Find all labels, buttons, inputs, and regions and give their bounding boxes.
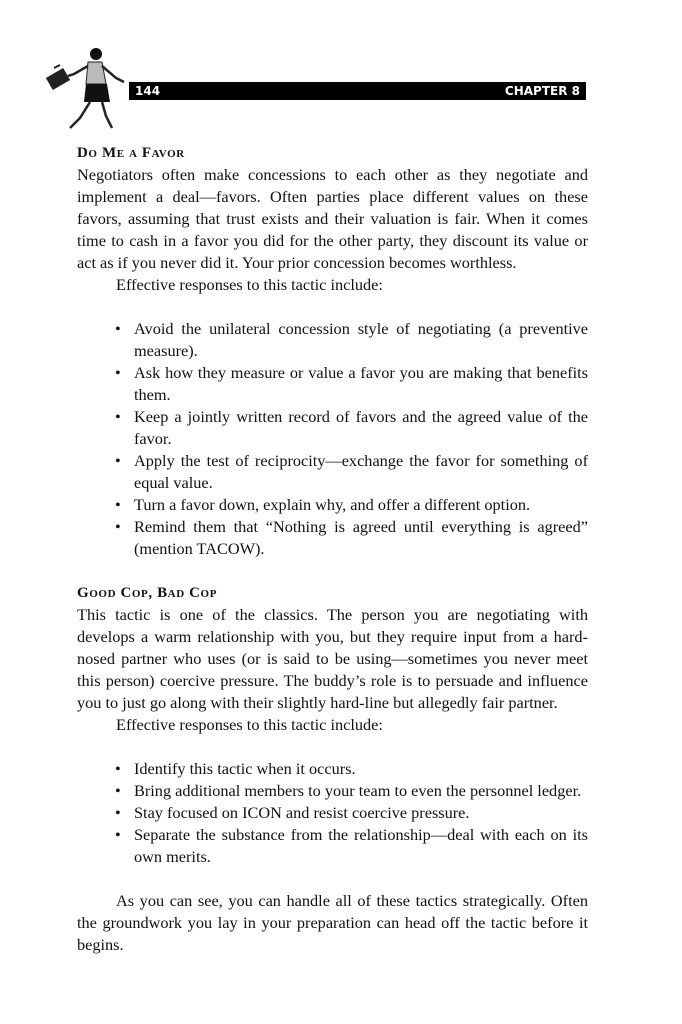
section-title-good-cop-bad-cop: Good Cop, Bad Cop	[77, 585, 218, 601]
list-item: • Keep a jointly written record of favors and the agreed value of the favor.	[77, 406, 588, 450]
list-item: • Stay focused on ICON and resist coercive pressure.	[77, 802, 588, 824]
businesswoman-illustration	[44, 44, 134, 132]
list-item: • Remind them that “Nothing is agreed until everything is agreed” (mention TACOW).	[77, 516, 588, 560]
list-item: • Ask how they measure or value a favor you are making that benefits them.	[77, 362, 588, 406]
chapter-label: CHAPTER 8	[504, 84, 580, 98]
section-title-do-me-a-favor: Do Me a Favor	[77, 145, 185, 161]
section-body-good-cop-bad-cop: This tactic is one of the classics. The person you are negotiating with develops a warm relationship with you, but they require input from a hard-nosed partner who uses (or is said to be using—sometimes you never meet this person) coercive pressure. The buddy’s role is to persuade and influence you to just go along with their slightly hard-line but allegedly fair partner.	[77, 605, 588, 712]
list-item: • Separate the substance from the relationship—deal with each on its own merits.	[77, 824, 588, 868]
page-number: 144	[135, 84, 161, 98]
responses-list-2	[77, 758, 588, 868]
responses-list-1	[77, 318, 588, 560]
list-item: • Turn a favor down, explain why, and offer a different option.	[77, 494, 588, 516]
list-item: • Apply the test of reciprocity—exchange the favor for something of equal value.	[77, 450, 588, 494]
section-body-do-me-a-favor: Negotiators often make concessions to each other as they negotiate and implement a deal—favors. Often parties place different values on these favors, assuming that trust exists and their valuation is fair. When it comes time to cash in a favor you did for the other party, they discount its value or act as if you never did it. Your prior concession becomes worthless.	[77, 165, 588, 272]
list-item: • Bring additional members to your team to even the personnel ledger.	[77, 780, 588, 802]
list-item: • Avoid the unilateral concession style of negotiating (a preventive measure).	[77, 318, 588, 362]
closing-paragraph: As you can see, you can handle all of these tactics strategically. Often the groundwork you lay in your preparation can head off the tactic before it begins.	[77, 891, 588, 954]
responses-lead-1: Effective responses to this tactic include:	[116, 275, 383, 294]
page-content	[77, 142, 588, 956]
page-header-bar	[129, 82, 586, 100]
responses-lead-2: Effective responses to this tactic include:	[116, 715, 383, 734]
list-item: • Identify this tactic when it occurs.	[77, 758, 588, 780]
